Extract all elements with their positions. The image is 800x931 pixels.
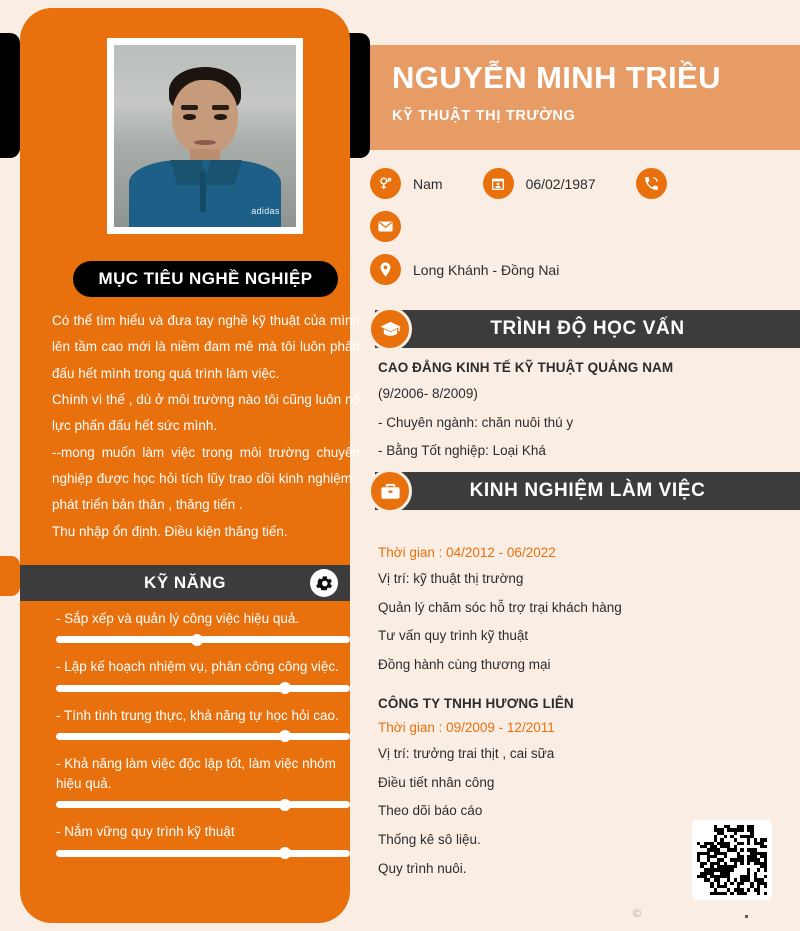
gender-value: Nam xyxy=(413,175,443,192)
page-title: NGUYỄN MINH TRIỀU xyxy=(392,60,721,95)
skill-slider-knob[interactable] xyxy=(279,730,291,742)
decorative-tab-left xyxy=(0,33,20,158)
graduation-cap-icon xyxy=(368,307,412,351)
skill-slider[interactable] xyxy=(56,733,350,740)
job-detail: Quy trình nuôi. xyxy=(378,860,467,876)
gender-icon xyxy=(370,168,401,199)
education-block xyxy=(378,360,798,470)
objective-paragraph: Thu nhập ổn định. Điều kiện thăng tiến. xyxy=(52,523,288,539)
job-detail: Theo dõi báo cáo xyxy=(378,803,483,819)
job-detail: Quản lý chăm sóc hỗ trợ trại khách hàng xyxy=(378,599,622,615)
photo-eye-left xyxy=(183,114,196,119)
objective-paragraph: Chính vì thế , dù ở môi trường nào tôi cũng luôn nổ lực phấn đấu hết sức mình. xyxy=(52,391,360,434)
photo-brow-right xyxy=(212,105,228,110)
copyright-symbol: © xyxy=(633,908,642,920)
skill-slider[interactable] xyxy=(56,850,350,857)
skill-slider[interactable] xyxy=(56,801,350,808)
education-header xyxy=(375,310,800,348)
profile-photo xyxy=(114,45,296,227)
job-time: Thời gian : 04/2012 - 06/2022 xyxy=(378,545,556,560)
location-value: Long Khánh - Đồng Nai xyxy=(413,261,560,278)
profile-photo-frame xyxy=(107,38,303,234)
skills-list xyxy=(56,609,350,871)
objective-paragraph: --mong muốn làm việc trong môi trường chuyên nghiệp được học hỏi tích lũy trao dồi kinh nghiệm , phát triển bản thân , thăng tiến . xyxy=(52,444,360,513)
experience-title: KINH NGHIỆM LÀM VIỆC xyxy=(469,480,706,501)
skill-item xyxy=(56,754,350,809)
skill-label: - Tính tình trung thực, khả năng tự học hỏi cao. xyxy=(56,707,339,723)
skill-label: - Nắm vững quy trình kỹ thuật xyxy=(56,824,235,840)
skill-item xyxy=(56,609,350,643)
skill-slider[interactable] xyxy=(56,636,350,643)
calendar-icon xyxy=(483,168,514,199)
objective-title: MỤC TIÊU NGHỀ NGHIỆP xyxy=(73,261,338,297)
left-sidebar xyxy=(20,8,360,923)
contact-list xyxy=(370,168,800,297)
job-company: CÔNG TY TNHH HƯƠNG LIÊN xyxy=(378,696,574,712)
photo-placket xyxy=(200,172,205,212)
photo-eye-right xyxy=(214,114,227,119)
photo-shirt-brand: adidas xyxy=(251,206,280,217)
qr-code-matrix xyxy=(697,825,767,895)
decorative-tab-left-orange xyxy=(0,556,20,596)
photo-mouth xyxy=(194,140,216,145)
photo-brow-left xyxy=(181,105,197,110)
job-time: Thời gian : 09/2009 - 12/2011 xyxy=(378,720,555,736)
skill-slider-knob[interactable] xyxy=(279,682,291,694)
qr-code[interactable] xyxy=(692,820,772,900)
skills-header xyxy=(20,565,350,601)
objective-paragraph: Có thể tìm hiểu và đưa tay nghề kỹ thuật của mình lên tầm cao mới là niềm đam mê mà tôi luôn phấn đấu hết mình trong quá trình làm việc. xyxy=(52,313,360,381)
briefcase-icon xyxy=(368,469,412,513)
contact-row-gender-dob xyxy=(370,168,800,199)
job-role: KỸ THUẬT THỊ TRƯỜNG xyxy=(392,107,576,124)
name-banner xyxy=(370,45,800,150)
skill-slider-knob[interactable] xyxy=(279,799,291,811)
education-title: TRÌNH ĐỘ HỌC VẤN xyxy=(490,318,685,339)
skills-title: KỸ NĂNG xyxy=(144,573,226,592)
skill-label: - Sắp xếp và quản lý công việc hiệu quả. xyxy=(56,611,300,626)
spacer xyxy=(378,683,798,696)
experience-header xyxy=(375,472,800,510)
job-detail: Điều tiết nhân công xyxy=(378,774,495,790)
job-detail: Vị trí: kỹ thuật thị trường xyxy=(378,571,524,586)
job-detail: Tư vấn quy trình kỹ thuật xyxy=(378,628,529,644)
objective-text xyxy=(52,308,360,545)
footer-dot xyxy=(745,915,748,918)
contact-row-email xyxy=(370,211,800,242)
email-icon[interactable] xyxy=(370,211,401,242)
location-icon xyxy=(370,254,401,285)
contact-row-location xyxy=(370,254,800,285)
education-school: CAO ĐẲNG KINH TẾ KỸ THUẬT QUẢNG NAM xyxy=(378,360,674,375)
education-detail: - Chuyên ngành: chăn nuôi thú y xyxy=(378,414,574,430)
education-detail: - Bằng Tốt nghiệp: Loại Khá xyxy=(378,443,546,459)
gear-icon xyxy=(310,569,338,597)
job-detail: Đồng hành cùng thương mại xyxy=(378,656,551,672)
job-detail: Vị trí: trưởng trai thịt , cai sữa xyxy=(378,746,555,762)
skill-item xyxy=(56,706,350,740)
job-detail: Thống kê sô liệu. xyxy=(378,831,481,847)
skill-item xyxy=(56,657,350,691)
skill-item xyxy=(56,822,350,856)
skill-slider-knob[interactable] xyxy=(191,634,203,646)
skill-slider[interactable] xyxy=(56,685,350,692)
skill-slider-knob[interactable] xyxy=(279,847,291,859)
dob-value: 06/02/1987 xyxy=(525,175,596,192)
phone-icon[interactable] xyxy=(636,168,667,199)
skill-label: - Lập kế hoạch nhiệm vụ, phân công công việc. xyxy=(56,659,339,675)
skill-label: - Khả năng làm việc độc lập tốt, làm việc nhóm hiệu quả. xyxy=(56,755,336,791)
education-period: (9/2006- 8/2009) xyxy=(378,386,478,401)
